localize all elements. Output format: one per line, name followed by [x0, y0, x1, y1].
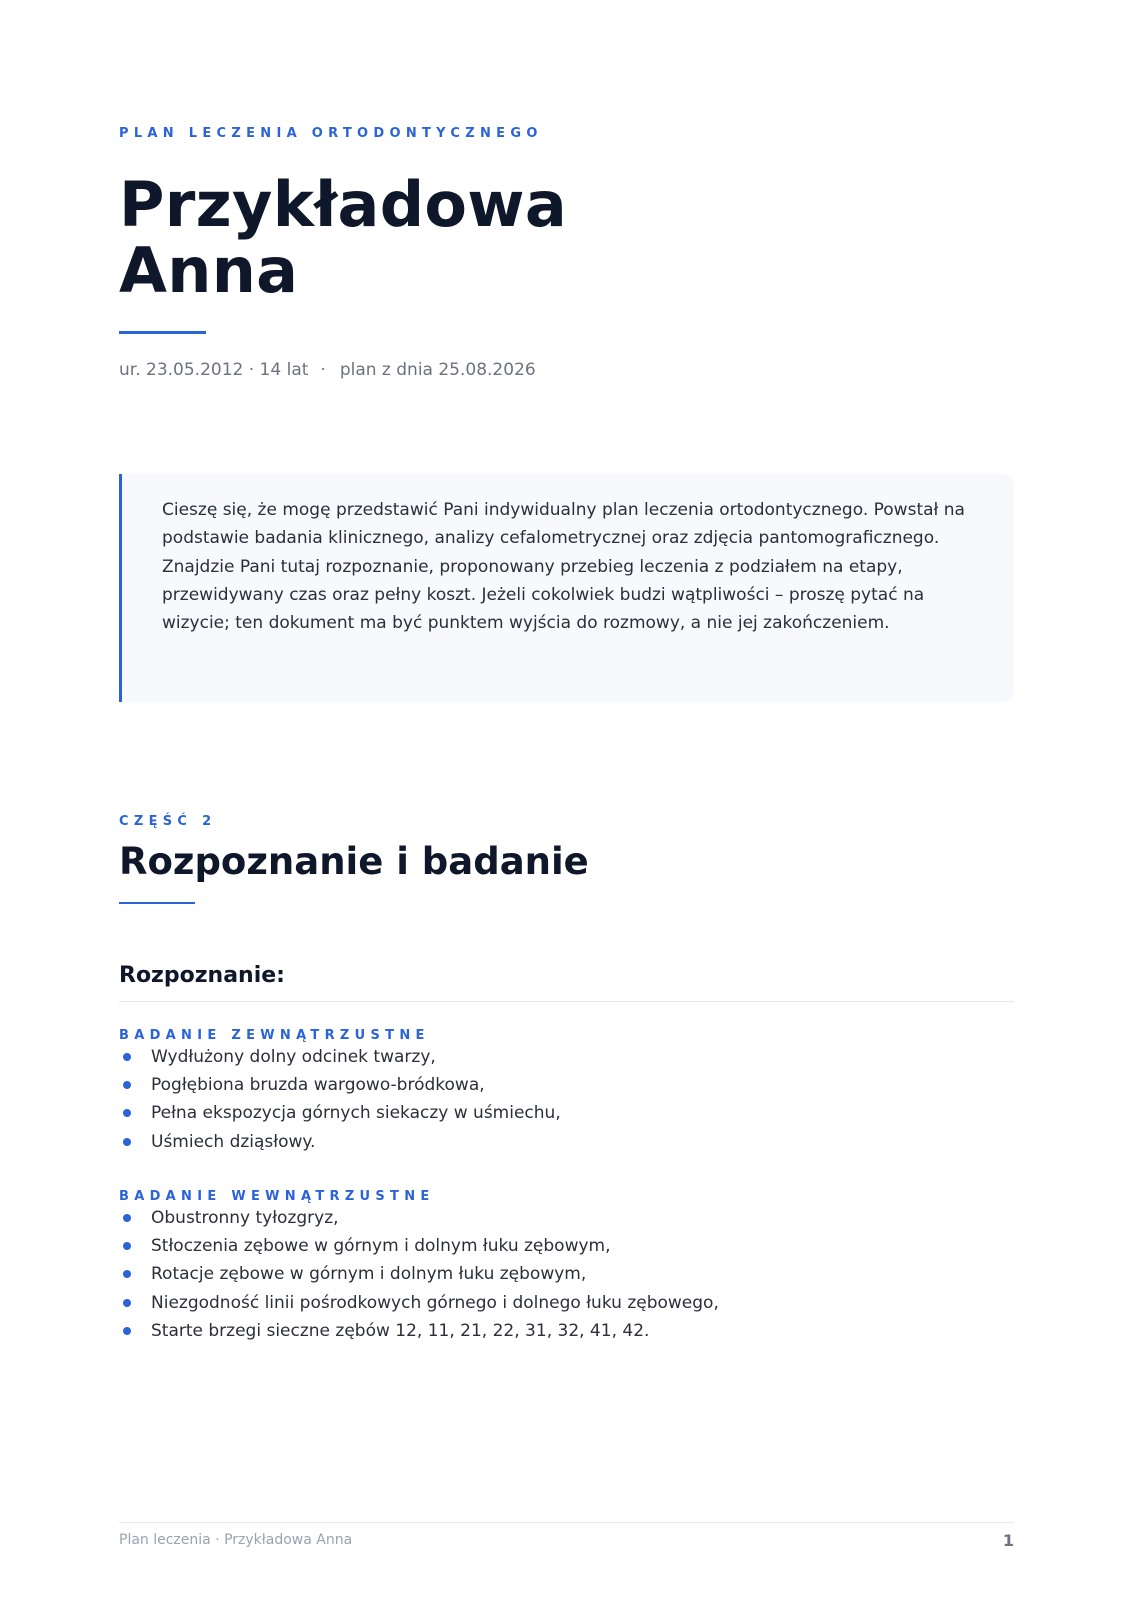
patient-name-title: [119, 168, 567, 307]
page-number: 1: [1002, 1531, 1014, 1550]
meta-separator: ·: [320, 360, 326, 380]
birth-date-age: ur. 23.05.2012 · 14 lat: [119, 360, 309, 380]
patient-meta: [119, 360, 536, 380]
list-item: [119, 1260, 719, 1288]
section-eyebrow: CZĘŚĆ 2: [119, 814, 217, 829]
list-item-text: Pogłębiona bruzda wargowo-bródkowa,: [151, 1075, 485, 1096]
extraoral-exam-label: BADANIE ZEWNĄTRZUSTNE: [119, 1028, 430, 1043]
list-item: [119, 1317, 719, 1345]
title-line-2: Anna: [119, 234, 299, 307]
title-divider: [119, 331, 206, 334]
list-item: [119, 1071, 561, 1099]
footer-caption: Plan leczenia · Przykładowa Anna: [119, 1532, 353, 1548]
diagnosis-heading: Rozpoznanie:: [119, 963, 285, 988]
intraoral-exam-list: [119, 1204, 719, 1345]
bullet-icon: [123, 1214, 131, 1222]
list-item-text: Rotacje zębowe w górnym i dolnym łuku zębowym,: [151, 1264, 587, 1285]
list-item-text: Pełna ekspozycja górnych siekaczy w uśmiechu,: [151, 1103, 561, 1124]
intro-text: Cieszę się, że mogę przedstawić Pani indywidualny plan leczenia ortodontycznego. Powstał na podstawie badania klinicznego, analizy cefalometrycznej oraz zdjęcia pantomograficznego. Znajdzie Pani tutaj rozpoznanie, proponowany przebieg leczenia z podziałem na etapy, przewidywany czas oraz pełny koszt. Jeżeli cokolwiek budzi wątpliwości – proszę pytać na wizycie; ten dokument ma być punktem wyjścia do rozmowy, a nie jej zakończeniem.: [162, 500, 965, 634]
list-item-text: Starte brzegi sieczne zębów 12, 11, 21, 22, 31, 32, 41, 42.: [151, 1320, 650, 1341]
list-item: [119, 1232, 719, 1260]
diagnosis-divider: [119, 1001, 1014, 1002]
list-item: [119, 1128, 561, 1156]
section-title: Rozpoznanie i badanie: [119, 840, 589, 883]
document-eyebrow: PLAN LECZENIA ORTODONTYCZNEGO: [119, 126, 543, 141]
list-item-text: Stłoczenia zębowe w górnym i dolnym łuku zębowym,: [151, 1236, 611, 1257]
intraoral-exam-label: BADANIE WEWNĄTRZUSTNE: [119, 1189, 435, 1204]
section-divider: [119, 902, 195, 904]
list-item-text: Obustronny tyłozgryz,: [151, 1208, 339, 1228]
document-page: [119, 0, 1014, 1600]
bullet-icon: [123, 1299, 131, 1307]
list-item-text: Wydłużony dolny odcinek twarzy,: [151, 1047, 436, 1067]
plan-date: plan z dnia 25.08.2026: [339, 360, 536, 380]
bullet-icon: [123, 1053, 131, 1061]
bullet-icon: [123, 1109, 131, 1117]
bullet-icon: [123, 1242, 131, 1250]
list-item: [119, 1289, 719, 1317]
list-item-text: Uśmiech dziąsłowy.: [151, 1131, 316, 1152]
list-item: [119, 1043, 561, 1071]
extraoral-exam-list: [119, 1043, 561, 1156]
list-item: [119, 1204, 719, 1232]
list-item: [119, 1099, 561, 1127]
bullet-icon: [123, 1081, 131, 1089]
footer-divider: [119, 1522, 1014, 1523]
list-item-text: Niezgodność linii pośrodkowych górnego i dolnego łuku zębowego,: [151, 1292, 719, 1313]
bullet-icon: [123, 1327, 131, 1335]
intro-callout: [119, 474, 1014, 702]
bullet-icon: [123, 1270, 131, 1278]
bullet-icon: [123, 1138, 131, 1146]
title-line-1: Przykładowa: [119, 168, 567, 241]
